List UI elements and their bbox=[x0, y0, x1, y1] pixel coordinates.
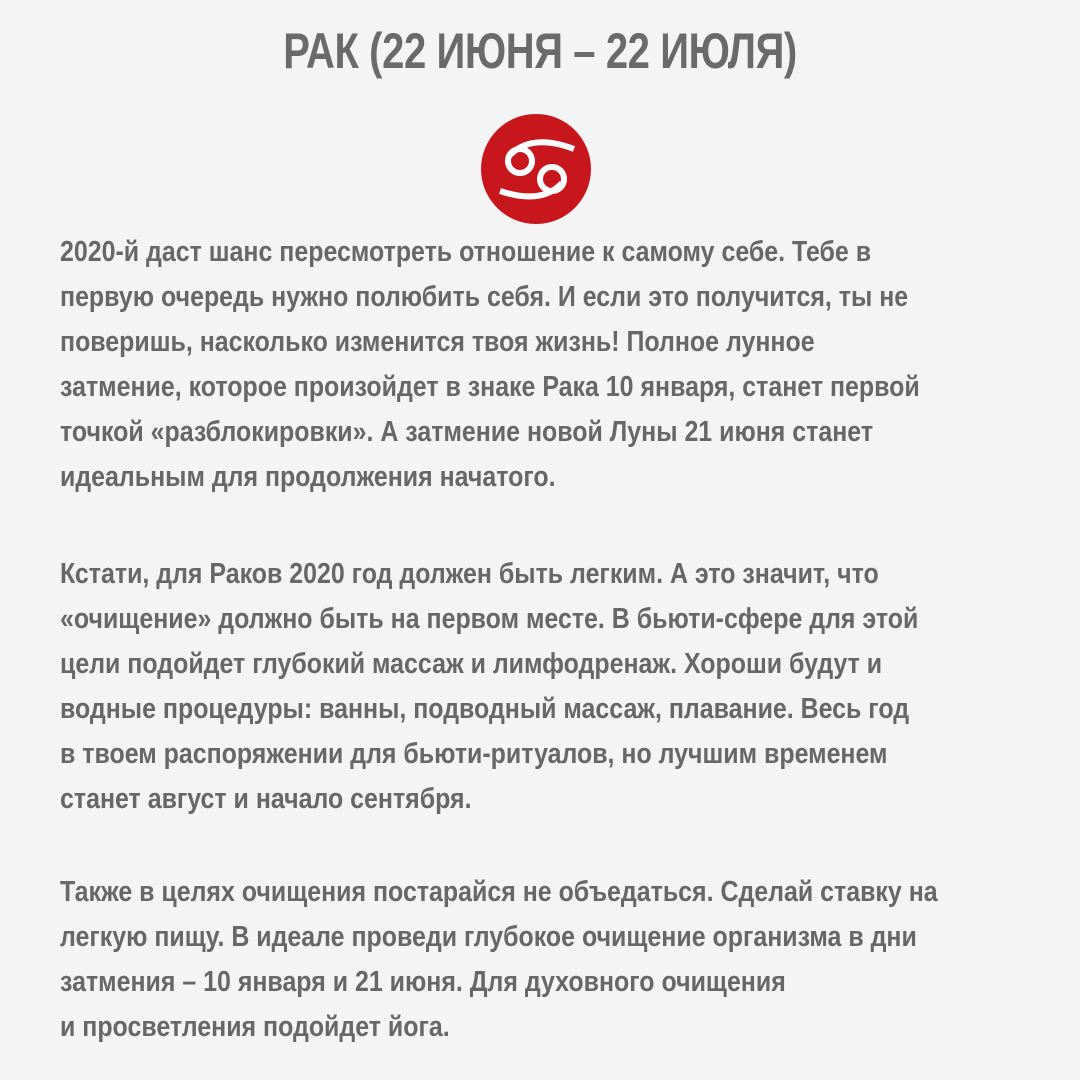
text-line: легкую пищу. В идеале проведи глубокое очищение организма в дни bbox=[60, 921, 917, 953]
text-line: Также в целях очищения постарайся не объедаться. Сделай ставку на bbox=[60, 876, 938, 908]
text-line: в твоем распоряжении для бьюти-ритуалов, но лучшим временем bbox=[60, 738, 888, 770]
text-line: 2020-й даст шанс пересмотреть отношение к самому себе. Тебе в bbox=[60, 236, 872, 268]
text-line: цели подойдет глубокий массаж и лимфодренаж. Хороши будут и bbox=[60, 648, 883, 680]
text-line: водные процедуры: ванны, подводный массаж, плавание. Весь год bbox=[60, 693, 910, 725]
text-line: затмения – 10 января и 21 июня. Для духовного очищения bbox=[60, 966, 786, 998]
paragraph-1 bbox=[60, 230, 1060, 500]
text-line: «очищение» должно быть на первом месте. В бьюти-сфере для этой bbox=[60, 603, 919, 635]
text-line: станет август и начало сентября. bbox=[60, 783, 472, 815]
text-line: первую очередь нужно полюбить себя. И если это получится, ты не bbox=[60, 281, 909, 313]
page-title bbox=[0, 22, 1080, 80]
text-line: точкой «разблокировки». А затмение новой Луны 21 июня станет bbox=[60, 416, 874, 448]
text-line: затмение, которое произойдет в знаке Рака 10 января, станет первой bbox=[60, 371, 920, 403]
text-line: идеальным для продолжения начатого. bbox=[60, 461, 556, 493]
title-text: РАК (22 ИЮНЯ – 22 ИЮЛЯ) bbox=[283, 23, 797, 79]
paragraph-3 bbox=[60, 870, 1060, 1050]
text-line: поверишь, насколько изменится твоя жизнь! Полное лунное bbox=[60, 326, 815, 358]
text-line: Кстати, для Раков 2020 год должен быть легким. А это значит, что bbox=[60, 558, 879, 590]
text-line: и просветления подойдет йога. bbox=[60, 1011, 450, 1043]
paragraph-2 bbox=[60, 552, 1060, 822]
cancer-zodiac-icon bbox=[480, 113, 592, 225]
